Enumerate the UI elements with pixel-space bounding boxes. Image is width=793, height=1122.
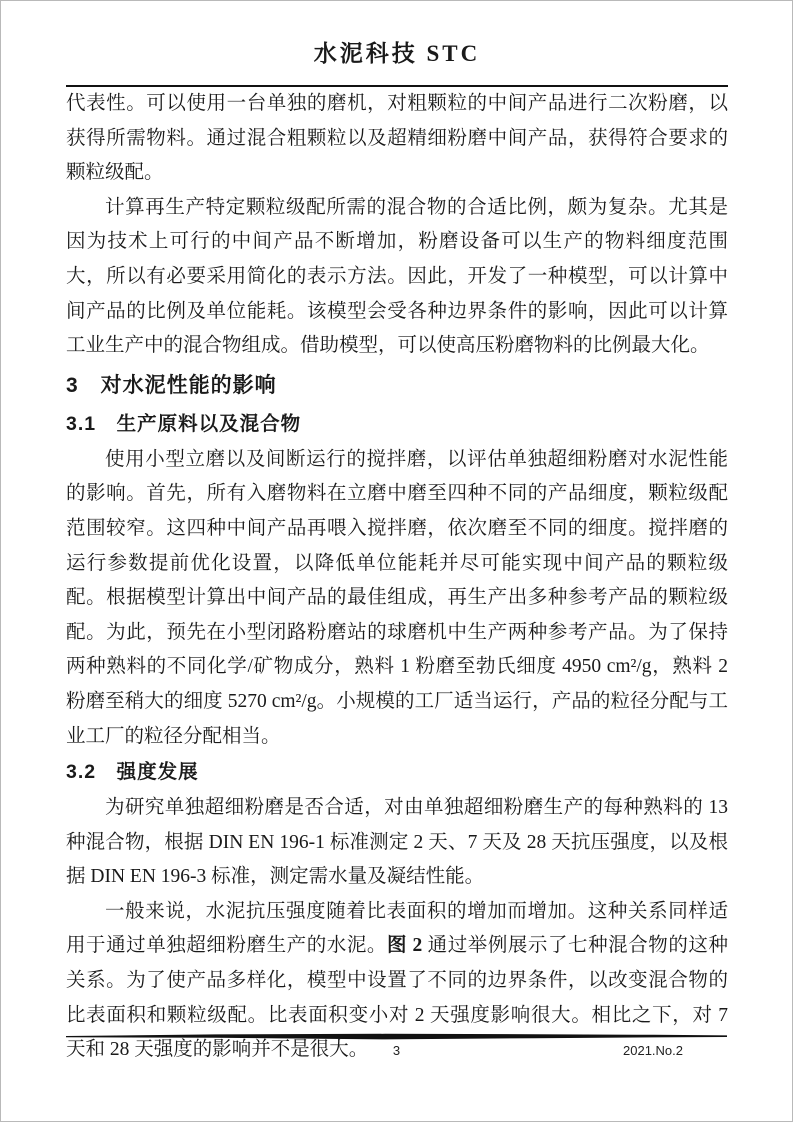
section-heading-3: 3 对水泥性能的影响 bbox=[66, 373, 277, 397]
paragraph-strength-relation-text-2: 通过举例展示了七种混合物的这种关系。为了使产品多样化，模型中设置了不同的边界条件，以改变混合物的比表面积和颗粒级配。比表面积变小对 2 天强度影响很大。相比之下，对 7 天和 28 天强度的影响并不是很大。 bbox=[66, 935, 728, 1061]
footer-rule bbox=[66, 1033, 727, 1041]
paragraph-model-proportions: 计算再生产特定颗粒级配所需的混合物的合适比例，颇为复杂。尤其是因为技术上可行的中间产品不断增加，粉磨设备可以生产的物料细度范围大，所以有必要采用简化的表示方法。因此，开发了一种模型，可以计算中间产品的比例及单位能耗。该模型会受各种边界条件的影响，因此可以计算工业生产中的混合物组成。借助模型，可以使高压粉磨物料的比例最大化。 bbox=[66, 196, 728, 357]
page-content bbox=[1, 1, 792, 1068]
footer-issue-label: 2021.No.2 bbox=[623, 1043, 683, 1058]
figure-2-reference: 图 2 bbox=[386, 935, 423, 957]
section-heading-3-2: 3.2 强度发展 bbox=[66, 761, 199, 784]
footer-page-number: 3 bbox=[392, 1043, 401, 1058]
paragraph-strength-relation-text-1: 一般来说，水泥抗压强度随着比表面积的增加而增加。这种关系同样适用于通过单独超细粉磨生产的水泥。 bbox=[66, 900, 728, 957]
page-footer bbox=[66, 1033, 727, 1063]
section-heading-3-1: 3.1 生产原料以及混合物 bbox=[66, 412, 302, 435]
paragraph-strength-testing: 为研究单独超细粉磨是否合适，对由单独超细粉磨生产的每种熟料的 13 种混合物，根据 DIN EN 196-1 标准测定 2 天、7 天及 28 天抗压强度，以及根据 DIN EN 196-3 标准，测定需水量及凝结性能。 bbox=[66, 797, 728, 888]
footer-row bbox=[66, 1043, 727, 1063]
paragraph-raw-materials: 使用小型立磨以及间断运行的搅拌磨，以评估单独超细粉磨对水泥性能的影响。首先，所有入磨物料在立磨中磨至四种不同的产品细度，颗粒级配范围较窄。这四种中间产品再喂入搅拌磨，依次磨至不同的细度。搅拌磨的运行参数提前优化设置，以降低单位能耗并尽可能实现中间产品的颗粒级配。根据模型计算出中间产品的最佳组成，再生产出多种参考产品的颗粒级配。为此，预先在小型闭路粉磨站的球磨机中生产两种参考产品。为了保持两种熟料的不同化学/矿物成分，熟料 1 粉磨至勃氏细度 4950 cm²/g，熟料 2 粉磨至稍大的细度 5270 cm²/g。小规模的工厂适当运行，产品的粒径分配与工业工厂的粒径分配相当。 bbox=[66, 448, 728, 747]
paragraph-continuation: 代表性。可以使用一台单独的磨机，对粗颗粒的中间产品进行二次粉磨，以获得所需物料。通过混合粗颗粒以及超精细粉磨中间产品，获得符合要求的颗粒级配。 bbox=[66, 93, 728, 184]
journal-header-title: 水泥科技 STC bbox=[313, 41, 481, 66]
